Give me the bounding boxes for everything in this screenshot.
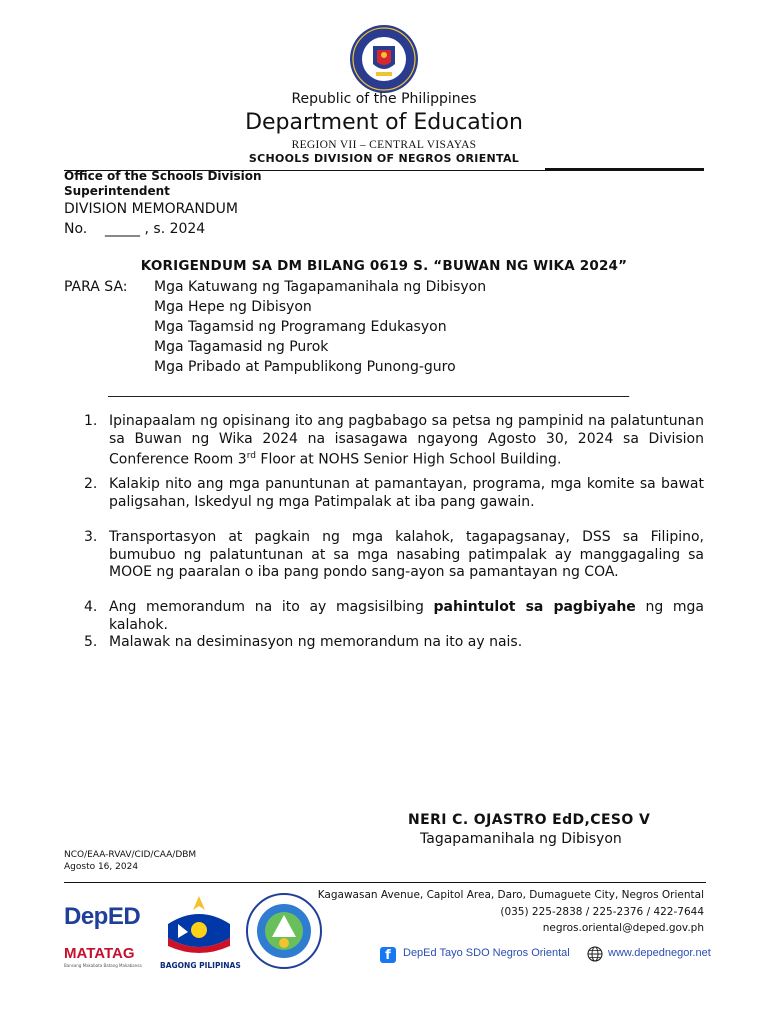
item-bold-text: pahintulot sa pagbiyahe <box>433 599 636 615</box>
footer-email[interactable]: negros.oriental@deped.gov.ph <box>542 922 704 934</box>
recipient-item: Mga Pribado at Pampublikong Punong-guro <box>154 359 456 375</box>
facebook-icon[interactable]: f <box>380 947 396 963</box>
memo-item-3 <box>84 529 704 582</box>
bagong-pilipinas-logo <box>158 894 240 956</box>
item-text: Ang memorandum na ito ay magsisilbing <box>109 599 434 615</box>
memo-type: DIVISION MEMORANDUM <box>64 201 238 217</box>
item-number: 2. <box>84 476 98 492</box>
item-text: Ipinapaalam ng opisinang ito ang pagbabago sa petsa ng pampinid na palatuntunan sa Buwan ng Wika 2024 na isasagawa ngayong Agosto 30, 2024 sa Division Conference Room 3 <box>109 413 704 468</box>
item-text-end: Floor at NOHS Senior High School Building. <box>255 451 562 468</box>
signatory-title: Tagapamanihala ng Dibisyon <box>420 831 622 847</box>
item-text: Kalakip nito ang mga panuntunan at pamantayan, programa, mga komite sa bawat paligsahan, Iskedyul ng mga Patimpalak at iba pang gawain. <box>109 476 704 510</box>
item-number: 1. <box>84 413 98 429</box>
recipients-label: PARA SA: <box>64 279 128 295</box>
reference-date: Agosto 16, 2024 <box>64 862 139 872</box>
website-link[interactable]: www.depednegor.net <box>608 947 711 959</box>
item-text-end: ng mga kalahok. <box>109 599 705 633</box>
reference-block <box>64 849 196 873</box>
header-rule-accent <box>545 168 704 170</box>
separator-line: ____________________________________________________________________________________ <box>108 383 629 398</box>
office-line-2: Superintendent <box>64 184 170 198</box>
matatag-tagline: Bansang Makabata Batang Makabansa <box>64 963 142 968</box>
item-number: 4. <box>84 599 98 615</box>
facebook-link[interactable]: DepEd Tayo SDO Negros Oriental <box>403 947 570 959</box>
memo-subject: KORIGENDUM SA DM BILANG 0619 S. “BUWAN NG WIKA 2024” <box>140 258 628 274</box>
memo-item-1 <box>84 413 704 469</box>
republic-line: Republic of the Philippines <box>291 91 477 107</box>
department-title: Department of Education <box>245 110 523 135</box>
bagong-pilipinas-text: BAGONG PILIPINAS <box>160 961 241 970</box>
reference-initials: NCO/EAA-RVAV/CID/CAA/DBM <box>64 850 197 860</box>
item-text: Transportasyon at pagkain ng mga kalahok, tagapagsanay, DSS sa Filipino, bumubuo ng palatuntunan at sa mga nasabing patimpalak ay manggagaling sa MOOE ng paaralan o iba pang pondo sang-ayon sa pamantayan ng COA. <box>109 529 704 580</box>
memo-number: No. _____ , s. 2024 <box>64 221 206 237</box>
item-text: Malawak na desiminasyon ng memorandum na ito ay nais. <box>109 634 523 650</box>
footer-address: Kagawasan Avenue, Capitol Area, Daro, Dumaguete City, Negros Oriental <box>317 889 704 901</box>
recipient-item: Mga Katuwang ng Tagapamanihala ng Dibisyon <box>154 279 487 295</box>
item-superscript: rd <box>246 451 256 461</box>
division-line: SCHOOLS DIVISION OF NEGROS ORIENTAL <box>248 152 520 165</box>
footer-phones: (035) 225-2838 / 225-2376 / 422-7644 <box>500 906 704 918</box>
deped-logo <box>64 903 140 931</box>
memo-item-5 <box>84 634 704 652</box>
globe-icon[interactable] <box>587 946 603 962</box>
recipient-item: Mga Hepe ng Dibisyon <box>154 299 312 315</box>
memo-item-4 <box>84 599 704 634</box>
signatory-name: NERI C. OJASTRO EdD,CESO V <box>408 812 651 828</box>
memo-item-2 <box>84 476 704 511</box>
item-number: 5. <box>84 634 98 650</box>
deped-seal-logo <box>349 24 419 94</box>
deped-logo-text: DepED <box>64 903 141 930</box>
footer-rule <box>64 882 706 883</box>
office-line-1: Office of the Schools Division <box>64 169 262 183</box>
item-number: 3. <box>84 529 98 545</box>
recipient-item: Mga Tagamsid ng Programang Edukasyon <box>154 319 447 335</box>
matatag-logo: MATATAG <box>64 945 135 962</box>
recipient-item: Mga Tagamasid ng Purok <box>154 339 329 355</box>
region-line: REGION VII – CENTRAL VISAYAS <box>291 139 477 151</box>
